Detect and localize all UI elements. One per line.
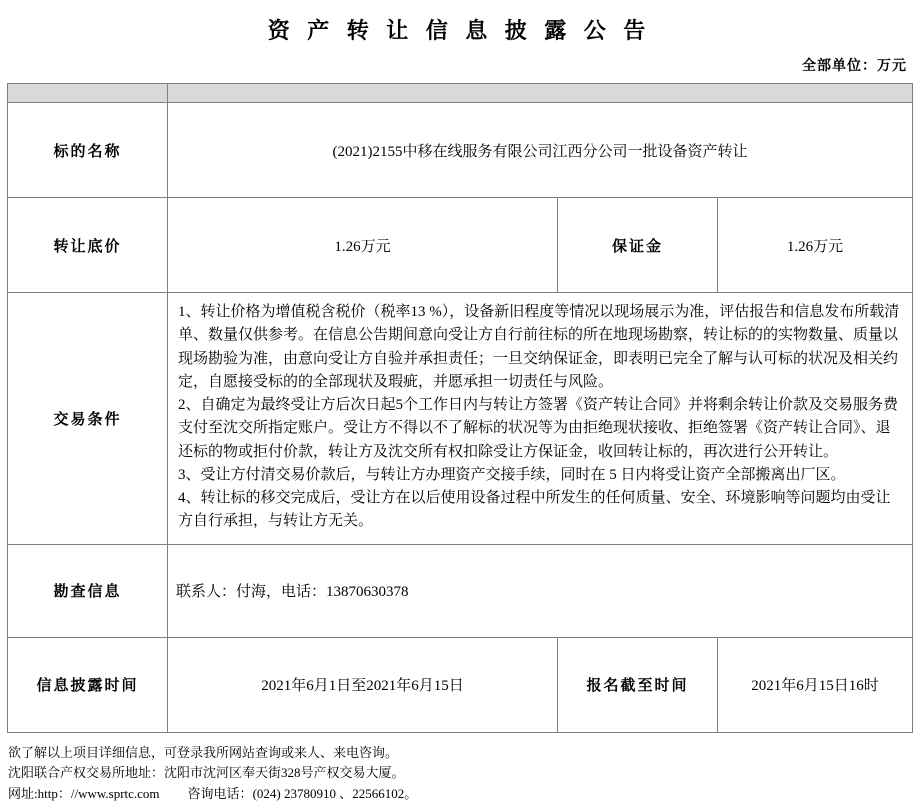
disclosure-announcement-page	[0, 14, 919, 802]
base-price-value: 1.26万元	[168, 198, 558, 293]
disclose-value: 2021年6月1日至2021年6月15日	[168, 637, 558, 732]
table-row-terms	[8, 293, 913, 545]
table-row-disclose	[8, 637, 913, 732]
terms-value	[168, 293, 913, 545]
survey-label: 勘查信息	[8, 544, 168, 637]
table-row-survey	[8, 544, 913, 637]
table-row-price	[8, 198, 913, 293]
page-title: 资 产 转 让 信 息 披 露 公 告	[267, 18, 652, 43]
footer-tel-label: 咨询电话：	[187, 786, 253, 802]
deposit-value: 1.26万元	[718, 198, 913, 293]
unit-note: 全部单位：万元	[802, 59, 907, 74]
subject-label: 标的名称	[8, 103, 168, 198]
band-cell-1	[8, 84, 168, 103]
footer-url-label: 网址:	[8, 786, 38, 802]
band-cell-2	[168, 84, 913, 103]
base-price-label: 转让底价	[8, 198, 168, 293]
terms-paragraph: 1、转让价格为增值税含税价（税率13 %），设备新旧程度等情况以现场展示为准，评估报告和信息发布所载清单、数量仅供参考。在信息公告期间意向受让方自行前往标的所在地现场勘察，转让标的的实物数量、质量以现场勘验为准，由意向受让方自验并承担责任；一旦交纳保证金，即表明已完全了解与认可标的状况及相关约定，自愿接受标的的全部现状及瑕疵，并愿承担一切责任与风险。	[178, 304, 900, 390]
table-top-band-row	[8, 84, 913, 103]
deadline-value: 2021年6月15日16时	[718, 637, 913, 732]
footer-url-value: http：//www.sprtc.com	[37, 786, 160, 802]
terms-paragraph: 3、受让方付清交易价款后，与转让方办理资产交接手续，同时在 5 日内将受让资产全部搬离出厂区。	[178, 466, 846, 483]
terms-paragraph: 2、自确定为最终受让方后次日起5个工作日内与转让方签署《资产转让合同》并将剩余转让价款及交易服务费支付至沈交所指定账户。受让方不得以不了解标的状况等为由拒绝现状接收、拒绝签署《资产转让合同》、退还标的物或拒付价款，转让方及沈交所有权扣除受让方保证金，收回转让标的，再次进行公开转让。	[178, 397, 899, 460]
footer-notes	[8, 743, 911, 805]
footer-tel-value: (024) 23780910 、22566102。	[252, 786, 418, 802]
terms-paragraph: 4、转让标的移交完成后，受让方在以后使用设备过程中所发生的任何质量、安全、环境影响等问题均由受让方自行承担，与转让方无关。	[178, 490, 891, 530]
disclose-label: 信息披露时间	[8, 637, 168, 732]
disclosure-table	[7, 83, 913, 733]
deposit-label: 保证金	[558, 198, 718, 293]
terms-label: 交易条件	[8, 293, 168, 545]
footer-line-1: 欲了解以上项目详细信息，可登录我所网站查询或来人、来电咨询。	[8, 744, 399, 760]
table-row-subject	[8, 103, 913, 198]
survey-value: 联系人：付海，电话：13870630378	[168, 544, 913, 637]
subject-value: (2021)2155中移在线服务有限公司江西分公司一批设备资产转让	[168, 103, 913, 198]
footer-line-3	[8, 784, 911, 805]
deadline-label: 报名截至时间	[558, 637, 718, 732]
footer-line-2: 沈阳联合产权交易所地址：沈阳市沈河区奉天街328号产权交易大厦。	[8, 765, 405, 781]
